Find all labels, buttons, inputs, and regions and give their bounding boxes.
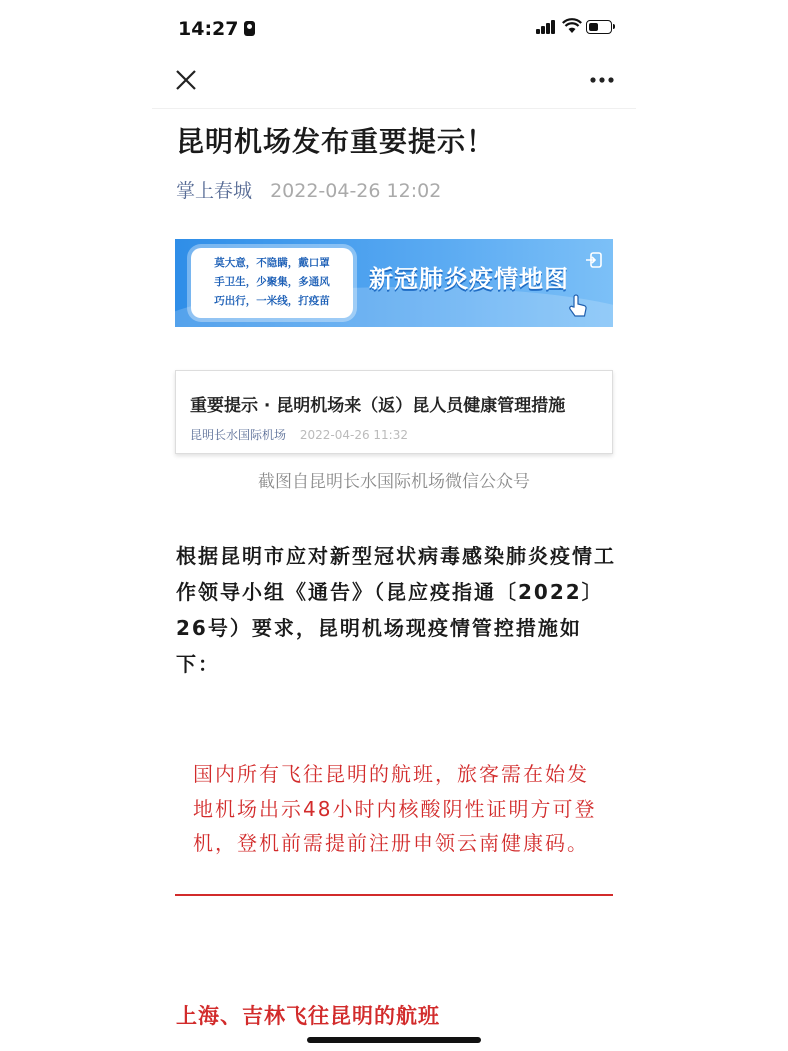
embedded-card-source: 昆明长水国际机场 [190, 428, 287, 442]
article-title: 昆明机场发布重要提示！ [176, 125, 496, 158]
notice-text: 国内所有飞往昆明的航班，旅客需在始发地机场出示48小时内核酸阴性证明方可登机，登机前需提前注册申领云南健康码。 [193, 762, 597, 855]
status-time: 14:27 [178, 18, 255, 40]
publish-date: 2022-04-26 12:02 [270, 180, 442, 202]
battery-icon [586, 20, 612, 34]
close-icon[interactable] [174, 68, 198, 92]
embedded-article-card[interactable] [175, 370, 613, 454]
article-meta [176, 176, 441, 203]
nav-bar [152, 56, 636, 109]
slogan-card [191, 248, 353, 318]
slogan-line: 手卫生，少聚集，多通风 [214, 276, 330, 288]
more-icon[interactable] [588, 70, 616, 90]
section-subheading: 上海、吉林飞往昆明的航班 [176, 1004, 440, 1028]
home-indicator[interactable] [307, 1037, 481, 1043]
screen-record-icon [244, 21, 255, 36]
epidemic-map-banner[interactable] [175, 239, 613, 327]
image-caption: 截图自昆明长水国际机场微信公众号 [258, 472, 530, 492]
banner-title: 新冠肺炎疫情地图 [369, 265, 569, 293]
pointer-hand-icon [567, 293, 589, 319]
enter-icon [585, 251, 603, 269]
signal-icon [536, 20, 556, 34]
notice-divider [175, 894, 613, 896]
wifi-icon [562, 18, 582, 34]
intro-paragraph: 根据昆明市应对新型冠状病毒感染肺炎疫情工作领导小组《通告》（昆应疫指通〔2022〕26号）要求，昆明机场现疫情管控措施如下： [176, 544, 616, 676]
slogan-line: 莫大意，不隐瞒，戴口罩 [214, 257, 330, 269]
embedded-card-date: 2022-04-26 11:32 [299, 428, 408, 442]
embedded-card-meta [190, 426, 408, 443]
status-bar [0, 0, 788, 56]
author-link[interactable]: 掌上春城 [176, 180, 253, 202]
slogan-line: 巧出行，一米线，打疫苗 [214, 295, 330, 307]
embedded-card-title: 重要提示 · 昆明机场来（返）昆人员健康管理措施 [190, 396, 566, 416]
